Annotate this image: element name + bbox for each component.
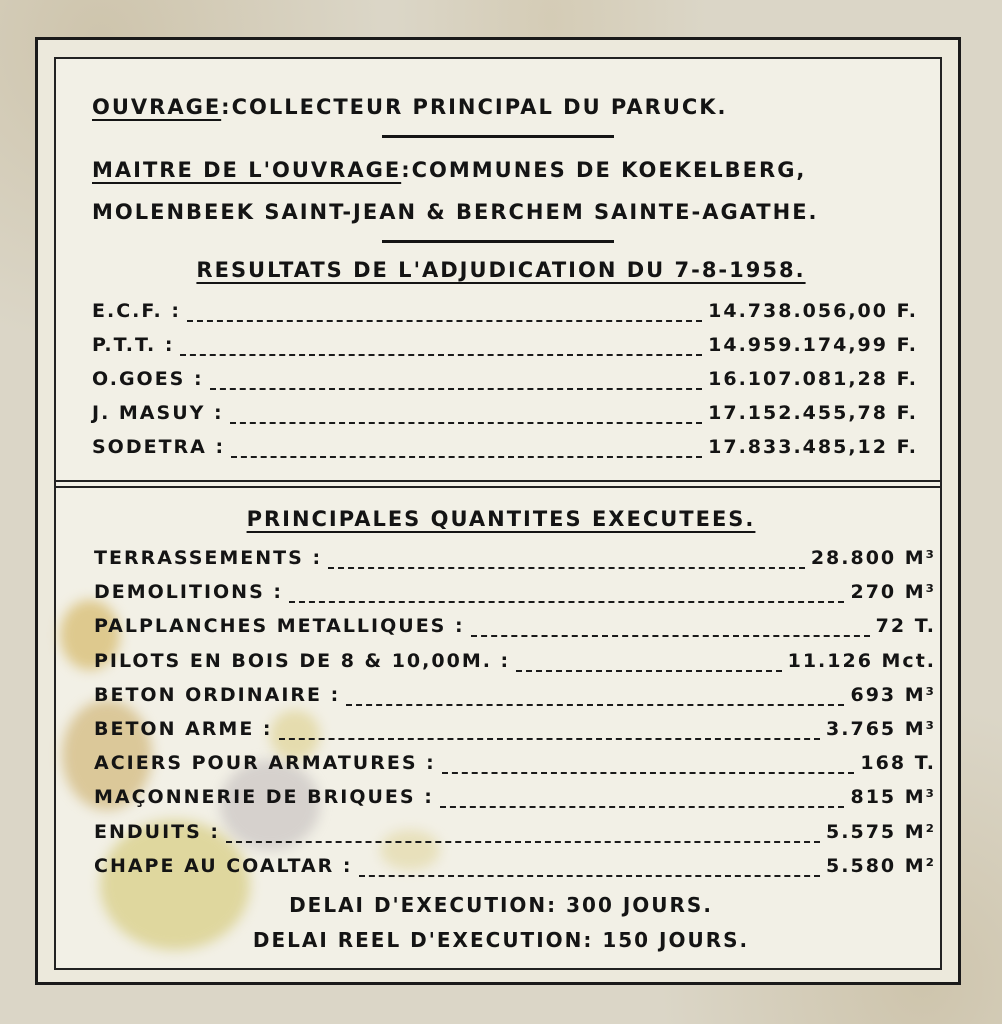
list-item xyxy=(94,684,936,714)
item-value: 11.126 Mct. xyxy=(787,649,936,672)
item-label: SODETRA : xyxy=(92,436,226,458)
results-title-line xyxy=(0,258,1002,282)
ouvrage-value: :COLLECTEUR PRINCIPAL DU PARUCK. xyxy=(221,95,728,119)
item-value: 168 T. xyxy=(860,752,936,775)
item-label: J. MASUY : xyxy=(92,402,224,424)
item-label: PILOTS EN BOIS DE 8 & 10,00M. : xyxy=(94,649,511,672)
leader-line xyxy=(226,841,820,843)
list-item xyxy=(94,547,936,577)
quantities-title-line xyxy=(0,507,1002,531)
maitre-label: MAITRE DE L'OUVRAGE xyxy=(92,158,402,182)
item-value: 5.575 M² xyxy=(826,820,936,843)
item-value: 815 M³ xyxy=(850,786,936,809)
list-item xyxy=(94,855,936,885)
list-item xyxy=(94,752,936,782)
item-label: PALPLANCHES METALLIQUES : xyxy=(94,615,465,638)
header-rule xyxy=(382,240,614,243)
item-value: 693 M³ xyxy=(850,683,936,706)
ouvrage-line xyxy=(92,95,892,119)
list-item xyxy=(94,718,936,748)
header-rule xyxy=(382,135,614,138)
item-value: 3.765 M³ xyxy=(826,718,936,740)
item-label: ACIERS POUR ARMATURES : xyxy=(94,752,436,775)
leader-line xyxy=(289,601,844,603)
leader-line xyxy=(346,704,844,706)
delay-planned: DELAI D'EXECUTION: 300 JOURS. xyxy=(289,893,713,917)
item-label: CHAPE AU COALTAR : xyxy=(94,854,353,877)
item-label: BETON ORDINAIRE : xyxy=(94,683,341,706)
item-label: E.C.F. : xyxy=(92,300,181,322)
list-item xyxy=(94,615,936,645)
results-title: RESULTATS DE L'ADJUDICATION DU 7-8-1958. xyxy=(196,258,806,282)
leader-line xyxy=(279,738,820,740)
item-label: MAÇONNERIE DE BRIQUES : xyxy=(94,786,434,809)
item-label: DEMOLITIONS : xyxy=(94,581,283,604)
item-value: 14.959.174,99 F. xyxy=(708,334,918,356)
item-value: 72 T. xyxy=(875,615,936,638)
item-value: 17.833.485,12 F. xyxy=(708,436,918,458)
delay-real: DELAI REEL D'EXECUTION: 150 JOURS. xyxy=(252,928,750,952)
list-item xyxy=(94,581,936,611)
leader-line xyxy=(187,320,702,322)
item-label: BETON ARME : xyxy=(94,718,273,740)
ouvrage-label: OUVRAGE xyxy=(92,95,222,119)
leader-line xyxy=(210,388,702,390)
list-item xyxy=(92,368,918,398)
item-value: 5.580 M² xyxy=(826,854,936,877)
leader-line xyxy=(516,670,782,672)
list-item xyxy=(94,786,936,816)
leader-line xyxy=(440,806,844,808)
item-label: TERRASSEMENTS : xyxy=(94,547,323,569)
item-label: P.T.T. : xyxy=(92,334,175,356)
list-item xyxy=(92,334,918,364)
leader-line xyxy=(180,354,702,356)
quantities-title: PRINCIPALES QUANTITES EXECUTEES. xyxy=(246,507,756,531)
list-item xyxy=(92,402,918,432)
leader-line xyxy=(359,875,820,877)
section-divider-secondary xyxy=(54,486,942,488)
item-value: 28.800 M³ xyxy=(810,547,936,569)
leader-line xyxy=(230,422,702,424)
maitre-line xyxy=(92,158,942,182)
list-item xyxy=(94,650,936,680)
list-item xyxy=(92,300,918,330)
section-divider xyxy=(54,480,942,482)
leader-line xyxy=(328,567,805,569)
item-label: ENDUITS : xyxy=(94,820,221,843)
list-item xyxy=(94,821,936,851)
leader-line xyxy=(442,772,854,774)
item-value: 14.738.056,00 F. xyxy=(708,300,918,322)
leader-line xyxy=(471,635,870,637)
item-value: 16.107.081,28 F. xyxy=(708,368,918,390)
maitre-value: :COMMUNES DE KOEKELBERG, xyxy=(401,158,807,182)
item-value: 270 M³ xyxy=(850,581,936,604)
item-label: O.GOES : xyxy=(92,368,204,390)
item-value: 17.152.455,78 F. xyxy=(708,402,918,424)
leader-line xyxy=(231,456,702,458)
maitre-line-2: MOLENBEEK SAINT-JEAN & BERCHEM SAINTE-AGATHE. xyxy=(92,200,819,224)
list-item xyxy=(92,436,918,466)
